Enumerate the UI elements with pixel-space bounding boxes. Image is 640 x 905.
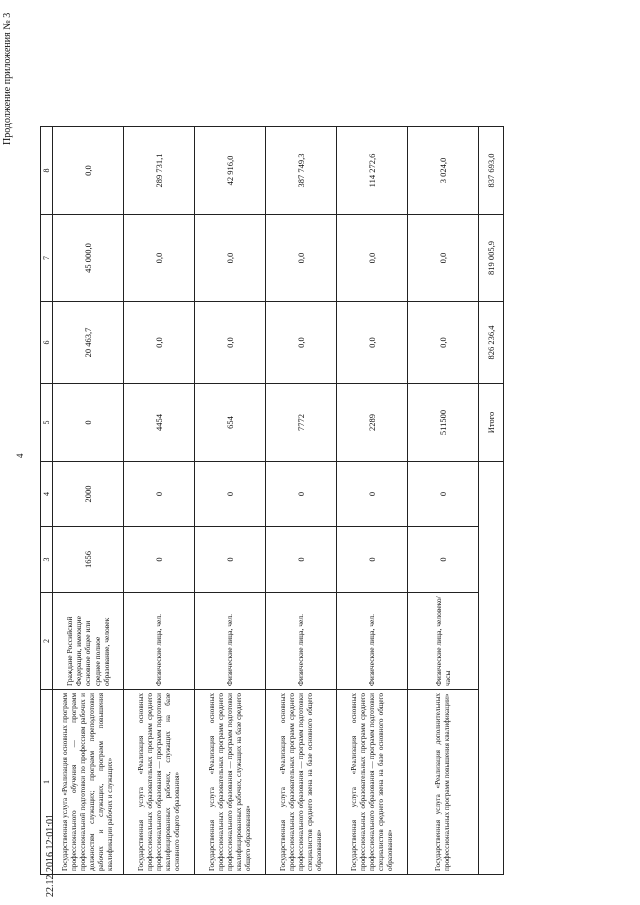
service-name: Государственная услуга «Реализация основных профессиональных образовательных программ среднего профессионального образования — программ подготовки специалистов среднего звена на базе основного общего образования» — [266, 690, 337, 875]
total-label: Итого — [479, 384, 504, 462]
cell-value: 289 731,1 — [124, 127, 195, 215]
cell-value: 0 — [266, 527, 337, 593]
cell-value: 114 272,6 — [337, 127, 408, 215]
column-number: 8 — [41, 127, 53, 215]
cell-value: 0,0 — [408, 302, 479, 384]
cell-value: 0 — [408, 462, 479, 527]
appendix-note: Продолжение приложения № 3 — [2, 12, 13, 145]
column-number: 2 — [41, 593, 53, 690]
cell-value: 0,0 — [337, 302, 408, 384]
total-value: 826 236,4 — [479, 302, 504, 384]
cell-value: 3 024,0 — [408, 127, 479, 215]
total-value: 837 693,0 — [479, 127, 504, 215]
cell-value: 7772 — [266, 384, 337, 462]
cell-value: 0,0 — [408, 215, 479, 302]
cell-value: 0 — [337, 527, 408, 593]
cell-value: 0,0 — [266, 302, 337, 384]
service-name: Государственная услуга «Реализация основных программ профессионального обучения — программ профессиональной подготовки по профессиям рабочих и должностям служащих; программ переподготовки рабочих и служащих, программ повышения квалификации рабочих и служащих» — [53, 690, 124, 875]
cell-value: 0 — [53, 384, 124, 462]
cell-value: 0 — [124, 462, 195, 527]
cell-value: 0 — [266, 462, 337, 527]
column-number: 1 — [41, 690, 53, 875]
cell-value: 511500 — [408, 384, 479, 462]
cell-value: 0 — [337, 462, 408, 527]
recipient-category: Физические лица, чел. — [266, 593, 337, 690]
cell-value: 0,0 — [337, 215, 408, 302]
column-number: 7 — [41, 215, 53, 302]
table-row — [53, 127, 124, 875]
cell-value: 20 463,7 — [53, 302, 124, 384]
cell-value: 0 — [408, 527, 479, 593]
cell-value: 2289 — [337, 384, 408, 462]
recipient-category: Граждане Российской Федерации, имеющие основное общее или среднее полное образование, человек — [53, 593, 124, 690]
cell-value: 0,0 — [124, 215, 195, 302]
cell-value: 0,0 — [195, 215, 266, 302]
recipient-category: Физические лица, чел. — [124, 593, 195, 690]
service-name: Государственная услуга «Реализация основных профессиональных образовательных программ среднего профессионального образования — программ подготовки квалифицированных рабочих, служащих на базе основного общего образования» — [124, 690, 195, 875]
cell-value: 0,0 — [266, 215, 337, 302]
cell-value: 42 916,0 — [195, 127, 266, 215]
table-row — [337, 127, 408, 875]
table-row — [195, 127, 266, 875]
column-number: 3 — [41, 527, 53, 593]
total-spacer — [479, 462, 504, 875]
column-number: 5 — [41, 384, 53, 462]
table-row — [266, 127, 337, 875]
cell-value: 2000 — [53, 462, 124, 527]
cell-value: 4454 — [124, 384, 195, 462]
cell-value: 45 000,0 — [53, 215, 124, 302]
services-table — [40, 126, 504, 875]
cell-value: 0 — [124, 527, 195, 593]
cell-value: 654 — [195, 384, 266, 462]
cell-value: 1656 — [53, 527, 124, 593]
recipient-category: Физические лица, чел. — [337, 593, 408, 690]
recipient-category: Физические лица, человеко/часы — [408, 593, 479, 690]
recipient-category: Физические лица, чел. — [195, 593, 266, 690]
service-name: Государственная услуга «Реализация дополнительных профессиональных программ повышения квалификации» — [408, 690, 479, 875]
print-timestamp: 22.12.2016 12:01:01 — [45, 813, 56, 897]
table-row — [124, 127, 195, 875]
cell-value: 0,0 — [53, 127, 124, 215]
column-number-row — [41, 127, 53, 875]
page-number: 4 — [15, 453, 25, 458]
column-number: 4 — [41, 462, 53, 527]
cell-value: 0,0 — [195, 302, 266, 384]
cell-value: 0 — [195, 527, 266, 593]
cell-value: 0 — [195, 462, 266, 527]
service-name: Государственная услуга «Реализация основных профессиональных образовательных программ среднего профессионального образования — программ подготовки квалифицированных рабочих, служащих на базе среднего общего образования» — [195, 690, 266, 875]
total-row — [479, 127, 504, 875]
total-value: 819 005,9 — [479, 215, 504, 302]
cell-value: 387 749,3 — [266, 127, 337, 215]
cell-value: 0,0 — [124, 302, 195, 384]
table-row — [408, 127, 479, 875]
column-number: 6 — [41, 302, 53, 384]
service-name: Государственная услуга «Реализация основных профессиональных образовательных программ среднего профессионального образования — программ подготовки специалистов среднего звена на базе основного общего образования» — [337, 690, 408, 875]
